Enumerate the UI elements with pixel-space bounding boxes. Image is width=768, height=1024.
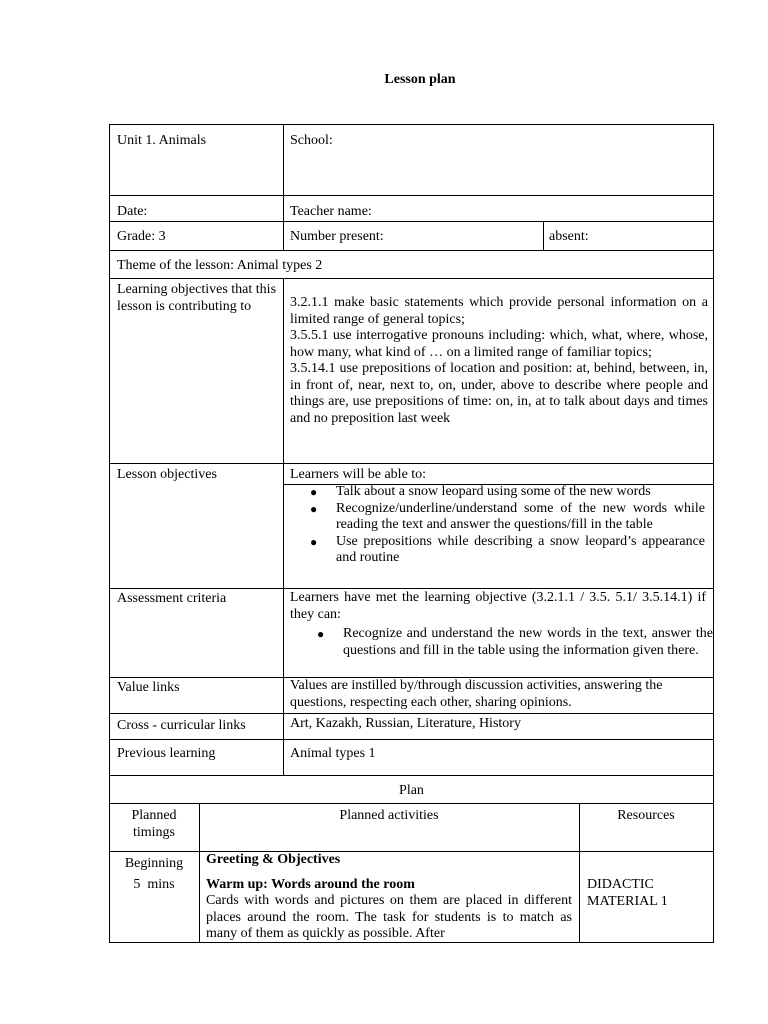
stage-label: Beginning — [124, 856, 184, 871]
col-header-resources: Resources — [617, 808, 675, 823]
value-links-label: Value links — [117, 680, 180, 695]
lesson-objectives-intro: Learners will be able to: — [290, 467, 427, 482]
col-header-timings: Planned timings — [131, 808, 177, 840]
col-header-activities: Planned activities — [339, 808, 439, 823]
lesson-objective-item: Use prepositions while describing a snow leopard’s appearance and routine — [336, 533, 705, 565]
warmup-heading: Warm up: Words around the room — [206, 877, 415, 892]
previous-learning-text: Animal types 1 — [290, 746, 376, 761]
assessment-item: Recognize and understand the new words in the text, answer the questions and fill in the table using the information given there. — [343, 626, 713, 658]
warmup-description: Cards with words and pictures on them are placed in different places around the room. The task for students is to match as many of them as quickly as possible. After — [206, 893, 572, 941]
cross-curricular-text: Art, Kazakh, Russian, Literature, History — [290, 716, 521, 731]
date-label: Date: — [117, 204, 148, 219]
bullet-icon: ● — [310, 501, 318, 516]
bullet-icon: ● — [310, 534, 318, 549]
lesson-objective-item: Recognize/underline/understand some of the new words while reading the text and answer the questions/fill in the table — [336, 500, 705, 532]
assessment-intro: Learners have met the learning objective (3.2.1.1 / 3.5. 5.1/ 3.5.14.1) if they can: — [290, 590, 706, 622]
stage-time: 5 mins — [133, 877, 175, 892]
school-label: School: — [290, 133, 333, 148]
learning-objective-item: 3.5.5.1 use interrogative pronouns including: which, what, where, whose, how many, what kind of … on a limited range of familiar topics; — [290, 328, 708, 360]
learning-objective-item: 3.2.1.1 make basic statements which provide personal information on a limited range of general topics; — [290, 295, 708, 327]
resource-didactic-material: DIDACTIC MATERIAL 1 — [587, 877, 668, 909]
greeting-heading: Greeting & Objectives — [206, 852, 341, 867]
assessment-criteria-label: Assessment criteria — [117, 591, 227, 606]
assessment-list — [317, 626, 713, 659]
learning-objectives-label: Learning objectives that this lesson is contributing to — [117, 282, 277, 314]
lesson-objective-item: Talk about a snow leopard using some of the new words — [336, 484, 651, 499]
bullet-icon: ● — [310, 485, 318, 499]
cross-curricular-label: Cross - curricular links — [117, 718, 246, 733]
learning-objective-item: 3.5.14.1 use prepositions of location and position: at, behind, between, in, in front of, near, next to, on, under, above to describe where people and things are, use prepositions of time: on, in, at to talk about days and times and no preposition last week — [290, 361, 708, 426]
lesson-objectives-list — [310, 484, 705, 567]
lesson-theme: Theme of the lesson: Animal types 2 — [117, 258, 323, 273]
value-links-text: Values are instilled by/through discussion activities, answering the questions, respecting each other, sharing opinions. — [290, 678, 663, 710]
learning-objectives-list — [290, 295, 708, 427]
lesson-objectives-label: Lesson objectives — [117, 467, 217, 482]
plan-heading: Plan — [399, 783, 424, 798]
teacher-label: Teacher name: — [290, 204, 372, 219]
page-title: Lesson plan — [384, 72, 456, 87]
grade-label: Grade: 3 — [117, 229, 166, 244]
previous-learning-label: Previous learning — [117, 746, 216, 761]
number-present-label: Number present: — [290, 229, 384, 244]
unit-label: Unit 1. Animals — [117, 133, 207, 148]
bullet-icon: ● — [317, 627, 325, 641]
absent-label: absent: — [549, 229, 589, 244]
